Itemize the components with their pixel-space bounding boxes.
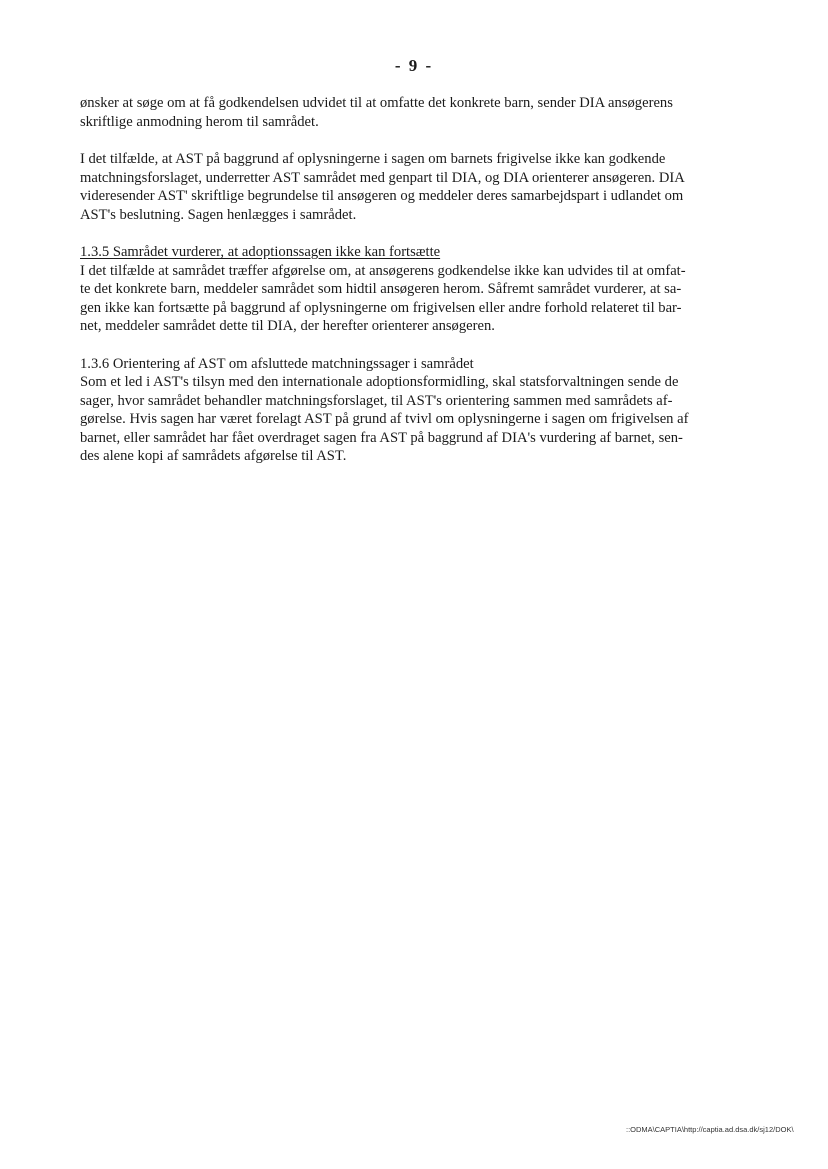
section-heading: 1.3.5 Samrådet vurderer, at adoptionssagen ikke kan fortsætte	[80, 244, 441, 260]
text-line: net, meddeler samrådet dette til DIA, der herefter orienterer ansøgeren.	[80, 318, 495, 334]
text-line: ønsker at søge om at få godkendelsen udvidet til at omfatte det konkrete barn, sender DIA ansøgerens	[80, 95, 673, 111]
page-number: - 9 -	[394, 56, 434, 75]
text-line: matchningsforslaget, underretter AST samrådet med genpart til DIA, og DIA orienterer ansøgeren. DIA	[80, 169, 685, 186]
text-line: gen ikke kan fortsætte på baggrund af oplysningerne om frigivelsen eller andre forhold relateret til bar-	[80, 299, 682, 316]
text-line: barnet, eller samrådet har fået overdraget sagen fra AST på baggrund af DIA's vurdering af barnet, sen-	[80, 429, 683, 446]
text-line: sager, hvor samrådet behandler matchningsforslaget, til AST's orientering sammen med samrådets af-	[80, 392, 673, 409]
section-1-3-5	[80, 243, 756, 336]
text-line: gørelse. Hvis sagen har været forelagt AST på grund af tvivl om oplysningerne i sagen om frigivelsen af	[80, 411, 689, 427]
section-1-3-6	[80, 355, 756, 466]
text-line: te det konkrete barn, meddeler samrådet som hidtil ansøgeren herom. Såfremt samrådet vurderer, at sa-	[80, 281, 682, 297]
text-line: skriftlige anmodning herom til samrådet.	[80, 113, 319, 130]
paragraph-2	[80, 150, 756, 224]
text-line: videresender AST' skriftlige begrundelse til ansøgeren og meddeler deres samarbejdspart i udlandet om	[80, 188, 684, 204]
paragraph-1	[80, 94, 756, 131]
text-line: des alene kopi af samrådets afgørelse til AST.	[80, 448, 347, 464]
text-line: Som et led i AST's tilsyn med den internationale adoptionsformidling, skal statsforvaltningen sende de	[80, 374, 679, 390]
text-line: AST's beslutning. Sagen henlægges i samrådet.	[80, 206, 357, 223]
document-body	[80, 94, 756, 485]
document-path-footer: ::ODMA\CAPTIA\http://captia.ad.dsa.dk/sj12/DOK\	[626, 1125, 794, 1134]
section-heading: 1.3.6 Orientering af AST om afsluttede matchningssager i samrådet	[80, 355, 474, 372]
text-line: I det tilfælde, at AST på baggrund af oplysningerne i sagen om barnets frigivelse ikke kan godkende	[80, 151, 666, 167]
text-line: I det tilfælde at samrådet træffer afgørelse om, at ansøgerens godkendelse ikke kan udvides til at omfat-	[80, 262, 686, 279]
